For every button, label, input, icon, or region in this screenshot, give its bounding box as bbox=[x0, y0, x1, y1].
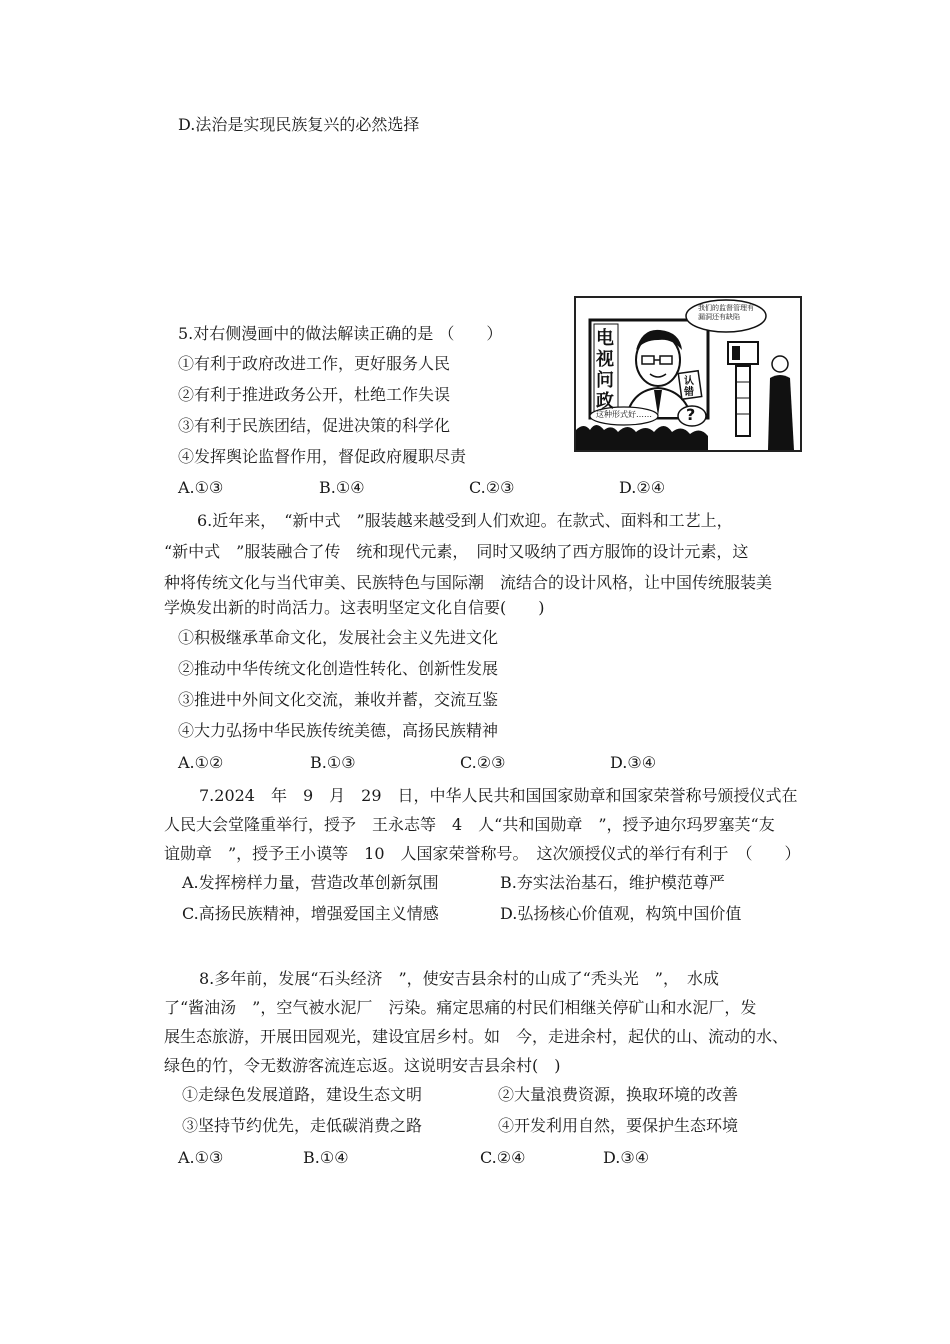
q6-choice-d: D.③④ bbox=[610, 753, 657, 772]
comic-illustration bbox=[574, 296, 802, 452]
comic-question-mark: ? bbox=[686, 405, 696, 424]
q6-choice-c: C.②③ bbox=[460, 753, 506, 772]
q6-item-2: ②推动中华传统文化创造性转化、创新性发展 bbox=[178, 659, 499, 678]
q4-option-d: D.法治是实现民族复兴的必然选择 bbox=[178, 115, 420, 134]
q8-choice-a: A.①③ bbox=[178, 1148, 224, 1167]
q7-choice-c: C.高扬民族精神，增强爱国主义情感 bbox=[182, 904, 439, 923]
q7-choice-b: B.夯实法治基石，维护模范尊严 bbox=[500, 873, 725, 892]
q6-stem-line-3: 种将传统文化与当代审美、民族特色与国际潮 流结合的设计风格，让中国传统服装美 bbox=[164, 573, 773, 592]
q8-stem-line-4: 绿色的竹，令无数游客流连忘返。这说明安吉县余村( ) bbox=[164, 1056, 561, 1075]
q7-choice-d: D.弘扬核心价值观，构筑中国价值 bbox=[500, 904, 742, 923]
q7-choice-a: A.发挥榜样力量，营造改革创新氛围 bbox=[182, 873, 439, 892]
q5-stem: 5.对右侧漫画中的做法解读正确的是 （ ） bbox=[178, 324, 503, 343]
q5-item-2: ②有利于推进政务公开，杜绝工作失误 bbox=[178, 385, 451, 404]
q5-choice-a: A.①③ bbox=[178, 478, 224, 497]
q5-choice-c: C.②③ bbox=[469, 478, 515, 497]
q8-stem-line-3: 展生态旅游，开展田园观光，建设宜居乡村。如 今，走进余村，起伏的山、流动的水、 bbox=[164, 1027, 789, 1046]
q5-item-1: ①有利于政府改进工作，更好服务人民 bbox=[178, 354, 451, 373]
q6-choice-b: B.①③ bbox=[310, 753, 356, 772]
q8-stem-line-1: 8.多年前，发展“石头经济 ”，使安吉县余村的山成了“秃头光 ”， 水成 bbox=[199, 969, 719, 988]
q5-item-4: ④发挥舆论监督作用，督促政府履职尽责 bbox=[178, 447, 467, 466]
q6-stem-line-2: “新中式 ”服装融合了传 统和现代元素， 同时又吸纳了西方服饰的设计元素，这 bbox=[164, 542, 749, 561]
q8-stem-line-2: 了“酱油汤 ”，空气被水泥厂 污染。痛定思痛的村民们相继关停矿山和水泥厂，发 bbox=[164, 998, 757, 1017]
comic-tv-label: 电视问政 bbox=[596, 328, 614, 412]
q8-choice-b: B.①④ bbox=[303, 1148, 349, 1167]
q6-item-4: ④大力弘扬中华民族传统美德，高扬民族精神 bbox=[178, 721, 499, 740]
q7-stem-line-3: 谊勋章 ”，授予王小谟等 10 人国家荣誉称号。 这次颁授仪式的举行有利于 （ ） bbox=[164, 844, 801, 863]
q5-choice-d: D.②④ bbox=[619, 478, 666, 497]
q6-item-3: ③推进中外间文化交流，兼收并蓄，交流互鉴 bbox=[178, 690, 499, 709]
q6-choice-a: A.①② bbox=[178, 753, 224, 772]
q8-choice-c: C.②④ bbox=[480, 1148, 526, 1167]
comic-speech-bubble: 我们的监督管理有漏洞还有缺陷 bbox=[698, 304, 754, 321]
q8-item-1: ①走绿色发展道路，建设生态文明 bbox=[182, 1085, 423, 1104]
q8-item-2: ②大量浪费资源，换取环境的改善 bbox=[498, 1085, 739, 1104]
q8-item-3: ③坚持节约优先，走低碳消费之路 bbox=[182, 1116, 423, 1135]
q6-item-1: ①积极继承革命文化，发展社会主义先进文化 bbox=[178, 628, 499, 647]
q5-choice-b: B.①④ bbox=[319, 478, 365, 497]
q7-stem-line-2: 人民大会堂隆重举行，授予 王永志等 4 人“共和国勋章 ”，授予迪尔玛罗塞芙“友 bbox=[164, 815, 775, 834]
q8-item-4: ④开发利用自然，要保护生态环境 bbox=[498, 1116, 739, 1135]
q6-stem-line-1: 6.近年来， “新中式 ”服装越来越受到人们欢迎。在款式、面料和工艺上， bbox=[197, 511, 733, 530]
q6-stem-line-4: 学焕发出新的时尚活力。这表明坚定文化自信要( ) bbox=[164, 598, 545, 617]
q8-choice-d: D.③④ bbox=[603, 1148, 650, 1167]
q7-stem-line-1: 7.2024 年 9 月 29 日，中华人民共和国国家勋章和国家荣誉称号颁授仪式在 bbox=[199, 786, 798, 805]
comic-paper-label: 认错 bbox=[684, 376, 694, 398]
q5-item-3: ③有利于民族团结，促进决策的科学化 bbox=[178, 416, 451, 435]
comic-bottom-bubble: 这种形式好…… bbox=[596, 410, 652, 419]
